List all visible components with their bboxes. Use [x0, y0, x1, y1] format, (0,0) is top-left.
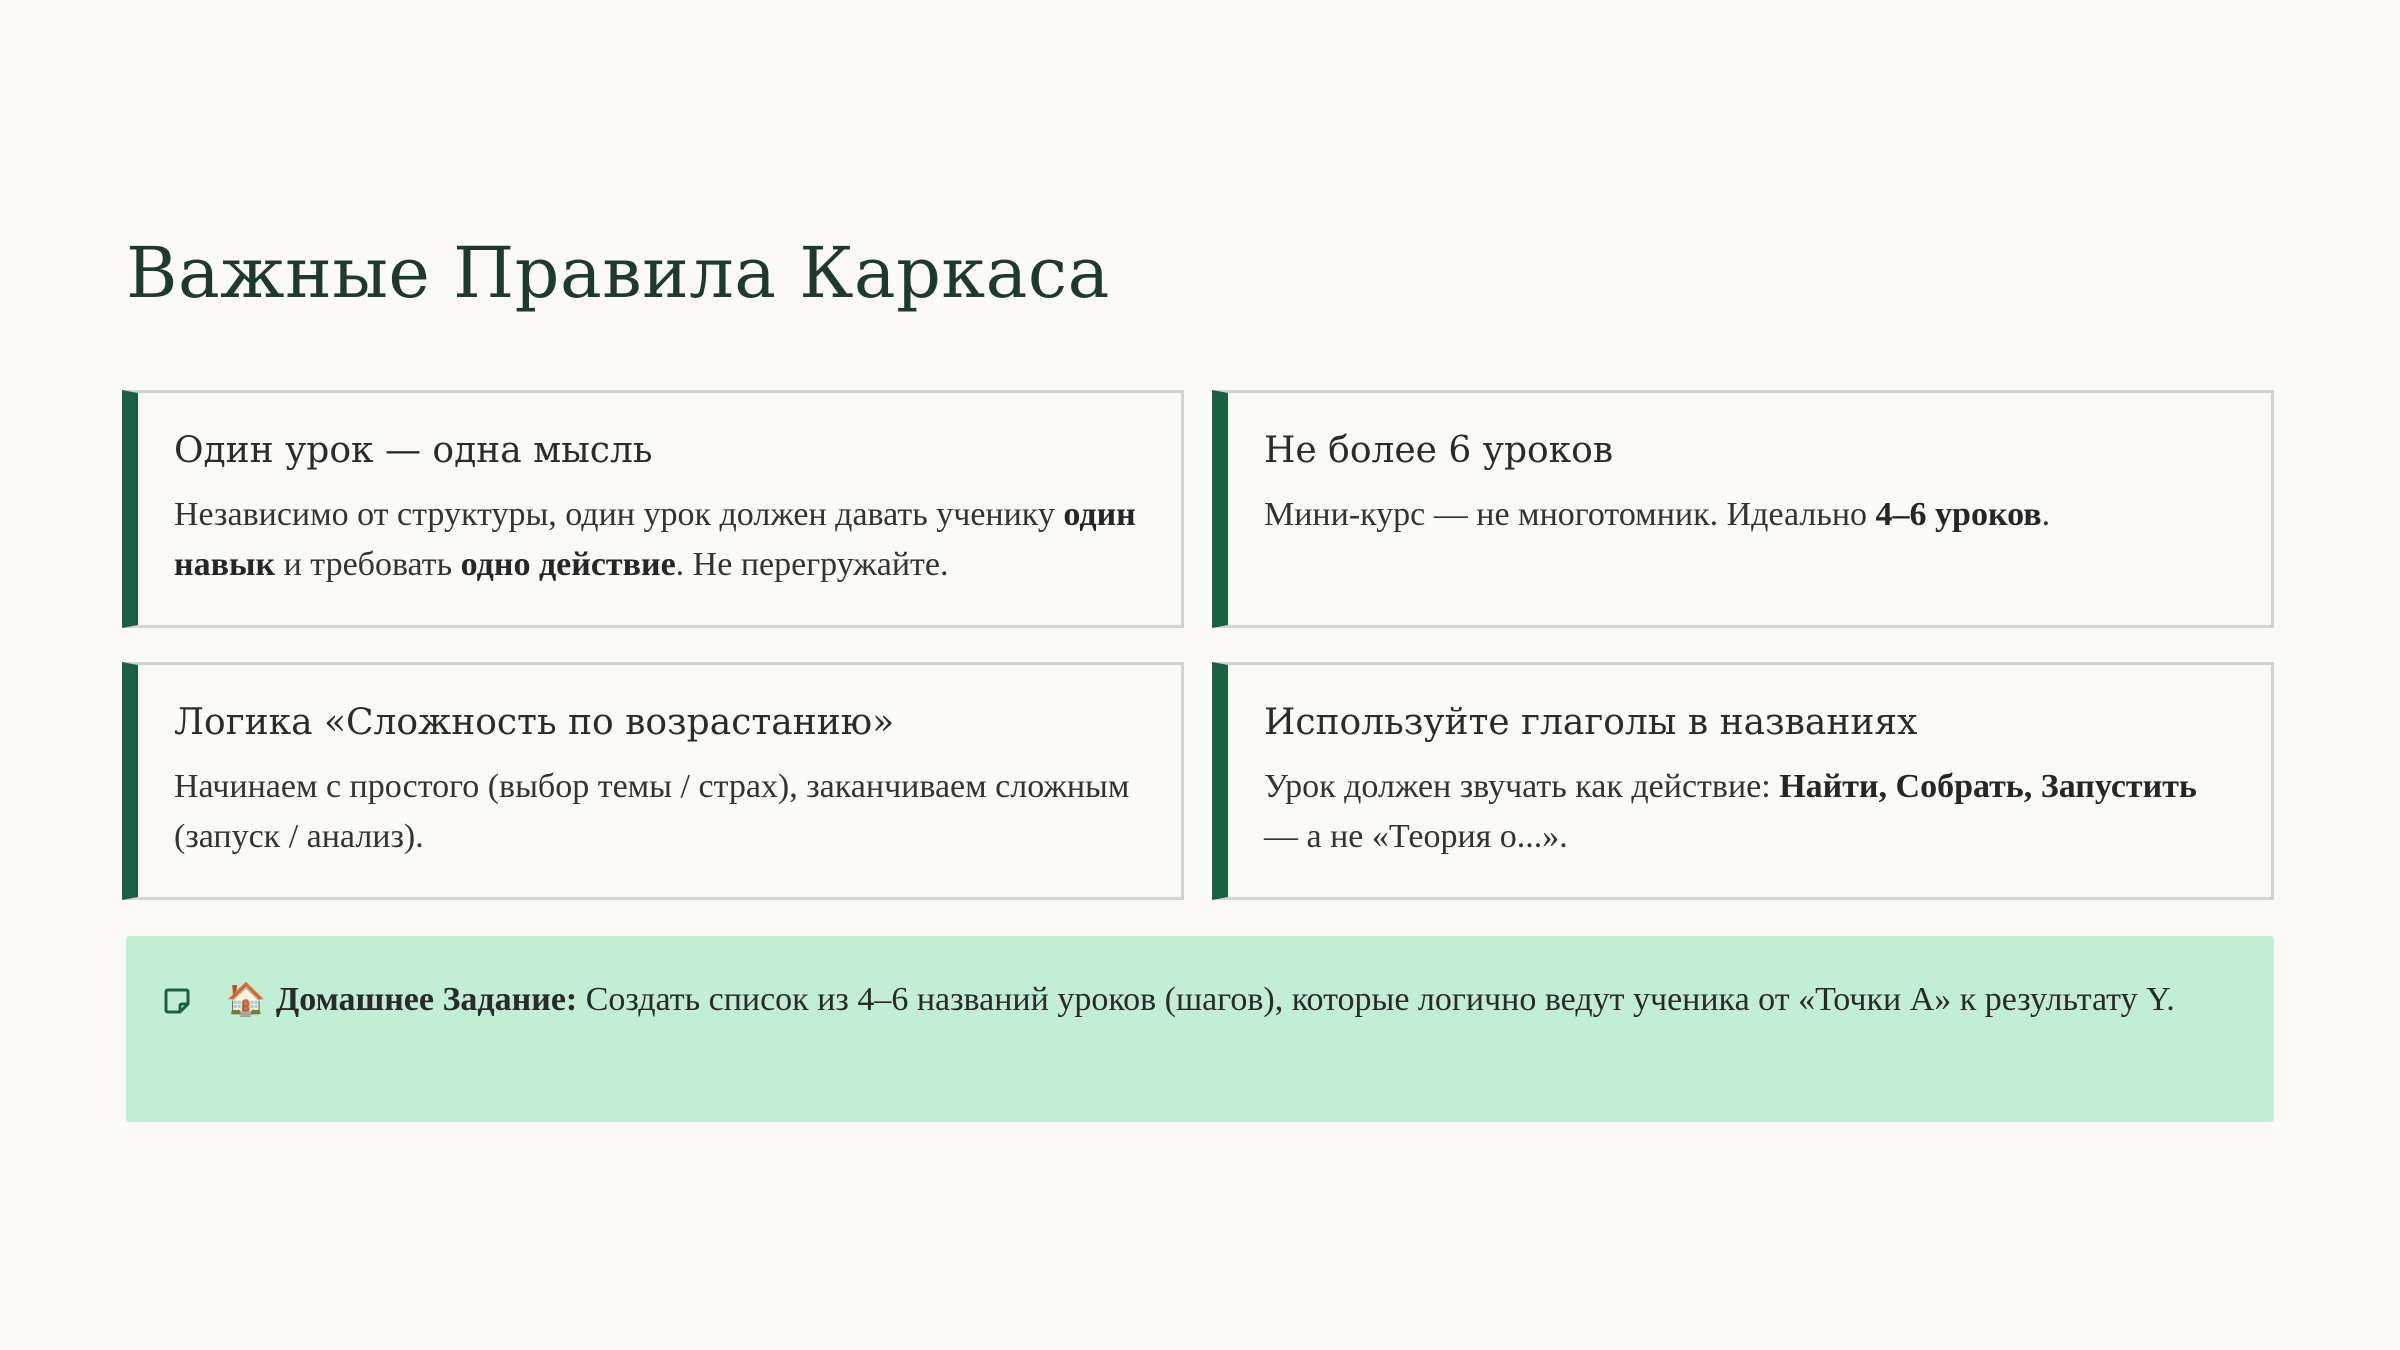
bold-text: Найти, Собрать, Запустить [1779, 768, 2197, 806]
bold-text: один навык [174, 496, 1136, 584]
card-text [1264, 490, 2231, 540]
text-run: Урок должен звучать как действие: [1264, 768, 1780, 806]
card-title: Один урок — одна мысль [174, 430, 653, 471]
card-title: Логика «Сложность по возрастанию» [174, 702, 895, 743]
text-run: Мини-курс — не многотомник. Идеально [1264, 496, 1876, 534]
text-run: и требовать [275, 546, 461, 584]
rule-card-one-lesson-one-idea [122, 390, 1184, 628]
text-run: . Не перегружайте. [675, 546, 949, 584]
homework-body: Создать список из 4–6 названий уроков (шагов), которые логично ведут ученика от «Точки А» к результату Y. [577, 981, 2175, 1018]
card-title: Используйте глаголы в названиях [1264, 702, 1918, 743]
house-icon: 🏠 [226, 980, 266, 1018]
bold-text: одно действие [460, 546, 676, 584]
card-text [174, 762, 1141, 862]
homework-text [226, 974, 2238, 1025]
rule-card-increasing-complexity [122, 662, 1184, 900]
card-text [1264, 762, 2231, 862]
card-text [174, 490, 1141, 590]
rule-card-max-six-lessons [1212, 390, 2274, 628]
text-run: Независимо от структуры, один урок должен давать ученику [174, 496, 1064, 534]
note-icon [162, 986, 192, 1016]
homework-label: Домашнее Задание: [275, 981, 578, 1018]
slide-title: Важные Правила Каркаса [126, 232, 1110, 314]
text-run: Начинаем с простого (выбор темы / страх), заканчиваем сложным (запуск / анализ). [174, 768, 1130, 856]
bold-text: 4–6 уроков [1875, 496, 2042, 534]
rule-card-use-verbs [1212, 662, 2274, 900]
homework-callout [126, 936, 2274, 1122]
text-run: — а не «Теория о...». [1264, 818, 1568, 856]
text-run: . [2041, 496, 2051, 534]
card-title: Не более 6 уроков [1264, 430, 1614, 471]
